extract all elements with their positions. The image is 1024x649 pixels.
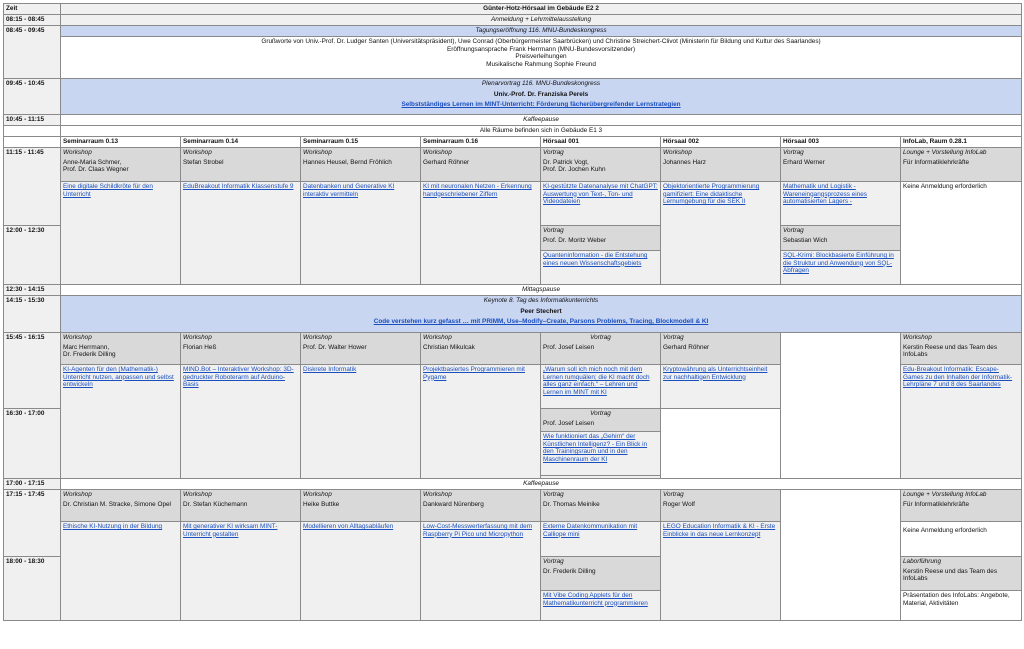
session-body <box>541 251 661 285</box>
session-body <box>421 182 541 285</box>
session-type: Workshop <box>63 491 92 498</box>
table-row <box>4 37 1022 79</box>
empty-cell <box>781 333 901 479</box>
session-body <box>61 365 181 479</box>
session-speaker: Roger Wolf <box>663 500 695 508</box>
session-speaker: Dr. Patrick Vogt, Prof. Dr. Jochen Kuhn <box>543 158 606 174</box>
room-header: InfoLab, Raum 0.28.1 <box>901 137 1022 148</box>
plenary-cell <box>61 79 1022 115</box>
plenary-title: Plenarvortrag 116. MNU-Bundeskongress <box>481 80 601 87</box>
session-link[interactable]: Externe Datenkommunikation mit Calliope mini <box>543 523 638 538</box>
session-type: Workshop <box>63 149 92 156</box>
room-header: Hörsaal 001 <box>541 137 661 148</box>
table-row <box>4 182 1022 226</box>
rooms-row <box>4 137 1022 148</box>
session-speaker: Kerstin Reese und das Team des InfoLabs <box>903 567 998 583</box>
session-link[interactable]: Mathematik und Logistik - Wareneingangsprozess eines automatisierten Lagers - <box>783 183 867 206</box>
session-link[interactable]: Mit generativer KI wirksam MINT-Unterricht gestalten <box>183 523 278 538</box>
session-body <box>901 365 1022 479</box>
session-head <box>301 333 421 365</box>
session-head <box>541 148 661 182</box>
session-link[interactable]: Quanteninformation - die Entstehung eines neuen Wissenschaftsgebiets <box>543 252 648 267</box>
time-cell: 17:00 - 17:15 <box>4 479 61 490</box>
session-speaker: Gerhard Röhner <box>423 158 470 166</box>
session-link[interactable]: KI-gestützte Datenanalyse mit ChatGPT: Auswertung von Text-, Ton- und Videodateien <box>543 183 658 206</box>
session-speaker: Kerstin Reese und das Team des InfoLabs <box>903 343 998 359</box>
empty-cell <box>4 126 61 137</box>
session-head <box>541 333 661 365</box>
session-speaker: Prof. Josef Leisen <box>543 419 595 427</box>
break-cell: Kaffeepause <box>61 479 1022 490</box>
session-body <box>541 432 661 476</box>
time-cell: 08:15 - 08:45 <box>4 15 61 26</box>
empty-cell <box>661 409 781 479</box>
session-link[interactable]: SQL-Krimi: Blockbasierte Einführung in die Struktur und Anwendung von SQL-Abfragen <box>783 252 894 275</box>
session-body <box>301 522 421 621</box>
room-header: Seminarraum 0.13 <box>61 137 181 148</box>
keynote-title: Keynote 8. Tag des Informatikunterrichts <box>483 297 599 304</box>
room-header: Hörsaal 002 <box>661 137 781 148</box>
session-link[interactable]: Mit Vibe Coding Applets für den Mathematikunterricht programmieren <box>543 592 648 607</box>
session-body <box>661 182 781 285</box>
session-type: Workshop <box>303 334 332 341</box>
session-link[interactable]: KI-Agenten für den (Mathematik-) Unterricht nutzen, anpassen und selbst entwickeln <box>63 366 174 389</box>
session-speaker: Hannes Heusel, Bernd Fröhlich <box>303 158 392 166</box>
session-link[interactable]: KI mit neuronalen Netzen - Erkennung handgeschriebener Ziffern <box>423 183 532 198</box>
keynote-link[interactable]: Code verstehen kurz gefasst … mit PRIMM, Use–Modify–Create, Parsons Problems, Tracing, Blockmodell & KI <box>373 318 709 326</box>
buildings-note: Alle Räume befinden sich in Gebäude E1 3 <box>61 126 1022 137</box>
session-type: Vortrag <box>590 334 611 341</box>
session-head <box>901 490 1022 522</box>
session-speaker: Dr. Stefan Küchemann <box>183 500 248 508</box>
time-cell: 10:45 - 11:15 <box>4 115 61 126</box>
session-body <box>61 522 181 621</box>
session-type: Vortrag <box>543 227 564 234</box>
session-head <box>301 490 421 522</box>
session-type: Workshop <box>663 149 692 156</box>
session-speaker: Für Informatiklehrkräfte <box>903 500 970 508</box>
session-type: Vortrag <box>783 227 804 234</box>
time-cell: 18:00 - 18:30 <box>4 557 61 621</box>
session-head <box>661 490 781 522</box>
table-row <box>4 479 1022 490</box>
plenary-speaker: Univ.-Prof. Dr. Franziska Perels <box>493 90 589 98</box>
session-link[interactable]: EduBreakout Informatik Klassenstufe 9 <box>183 183 294 190</box>
session-head <box>181 333 301 365</box>
session-speaker: Gerhard Röhner <box>663 343 710 351</box>
time-cell: 17:15 - 17:45 <box>4 490 61 557</box>
session-head <box>901 148 1022 182</box>
header-row <box>4 4 1022 15</box>
table-row <box>4 126 1022 137</box>
session-speaker: Florian Heß <box>183 343 217 351</box>
session-head <box>541 490 661 522</box>
keynote-cell <box>61 296 1022 333</box>
session-link[interactable]: „Warum soll ich mich noch mit dem Lernen rumquälen; die KI macht doch alles ganz einfach.“ – Lehren und Lernen im MINT mit KI <box>543 366 650 396</box>
session-head <box>901 557 1022 591</box>
session-speaker: Erhard Werner <box>783 158 825 166</box>
table-row <box>4 115 1022 126</box>
session-body <box>541 365 661 409</box>
empty-cell <box>781 490 901 621</box>
session-type: Laborführung <box>903 558 942 565</box>
session-head <box>61 333 181 365</box>
session-speaker: Christian Mikulcak <box>423 343 475 351</box>
session-type: Workshop <box>423 149 452 156</box>
session-type: Vortrag <box>590 410 611 417</box>
session-link[interactable]: Kryptowährung als Unterrichtseinheit zur nachhaltigen Entwicklung <box>663 366 768 381</box>
session-type: Vortrag <box>663 491 684 498</box>
session-link[interactable]: MIND.Bot – Interaktiver Workshop: 3D-gedruckter Roboterarm auf Arduino-Basis <box>183 366 294 389</box>
session-type: Vortrag <box>663 334 684 341</box>
session-body <box>181 365 301 479</box>
session-type: Workshop <box>183 149 212 156</box>
session-link[interactable]: Wie funktioniert das „Gehirn“ der Künstlichen Intelligenz? - Ein Blick in den Trainingsraum und in den Maschinenraum der KI <box>543 433 648 463</box>
session-link[interactable]: Datenbanken und Generative KI interaktiv vermitteln <box>303 183 395 198</box>
session-speaker: Dankward Nürenberg <box>423 500 484 508</box>
hall-header: Günter-Hotz-Hörsaal im Gebäude E2 2 <box>61 4 1022 15</box>
session-note: Präsentation des InfoLabs: Angebote, Material, Aktivitäten <box>901 591 1022 621</box>
session-link[interactable]: Objektorientierte Programmierung gamifiziert: Eine didaktische Lernumgebung für die SEK II <box>663 183 760 206</box>
session-note: Keine Anmeldung erforderlich <box>901 182 1022 285</box>
session-speaker: Marc Herrmann, Dr. Frederik Dilling <box>63 343 116 359</box>
session-type: Vortrag <box>543 491 564 498</box>
session-speaker: Stefan Strobel <box>183 158 224 166</box>
session-body <box>541 182 661 226</box>
opening-line: Grußworte von Univ.-Prof. Dr. Ludger Santen (Universitätspräsident), Uwe Conrad (Oberbürgermeister Saarbrücken) und Christine Streichert-Clivot (Ministerin für Bildung und Kultur des Saarlandes) <box>261 38 821 45</box>
session-head <box>181 148 301 182</box>
time-header: Zeit <box>4 4 61 15</box>
session-body <box>301 365 421 479</box>
schedule-table <box>3 3 1022 621</box>
session-speaker: Dr. Frederik Dilling <box>543 567 596 575</box>
time-cell: 15:45 - 16:15 <box>4 333 61 409</box>
time-cell: 12:30 - 14:15 <box>4 285 61 296</box>
session-body <box>661 522 781 621</box>
session-body <box>661 365 781 409</box>
opening-line: Preisverleihungen <box>515 53 567 61</box>
session-body <box>781 251 901 285</box>
session-speaker: Heike Buttke <box>303 500 340 508</box>
session-link[interactable]: Ethische KI-Nutzung in der Bildung <box>63 523 163 530</box>
table-row <box>4 490 1022 522</box>
session-head <box>301 148 421 182</box>
session-type: Vortrag <box>783 149 804 156</box>
session-link[interactable]: LEGO Education Informatik & KI - Erste Einblicke in das neue Lernkonzept <box>663 523 776 538</box>
session-note-text: Keine Anmeldung erforderlich <box>903 527 987 534</box>
session-speaker: Für Informatiklehrkräfte <box>903 158 970 166</box>
session-link[interactable]: Low-Cost-Messwerterfassung mit dem Raspberry Pi Pico und Micropython <box>423 523 533 538</box>
session-type: Workshop <box>183 491 212 498</box>
session-body <box>421 365 541 479</box>
table-row <box>4 26 1022 37</box>
session-body <box>781 182 901 226</box>
time-cell: 08:45 - 09:45 <box>4 26 61 79</box>
session-head <box>61 490 181 522</box>
session-speaker: Anne-Maria Schmer, Prof. Dr. Claas Wegner <box>63 158 129 174</box>
table-row <box>4 296 1022 333</box>
session-speaker: Prof. Josef Leisen <box>543 343 595 351</box>
session-speaker: Dr. Christian M. Stracke, Simone Opel <box>63 500 171 508</box>
time-cell: 14:15 - 15:30 <box>4 296 61 333</box>
session-head <box>541 409 661 432</box>
room-header: Seminarraum 0.16 <box>421 137 541 148</box>
session-head <box>541 226 661 251</box>
time-cell: 12:00 - 12:30 <box>4 226 61 285</box>
session-type: Lounge + Vorstellung InfoLab <box>903 491 987 498</box>
time-cell: 09:45 - 10:45 <box>4 79 61 115</box>
time-cell: 16:30 - 17:00 <box>4 409 61 479</box>
lunch-cell: Mittagspause <box>61 285 1022 296</box>
session-type: Vortrag <box>543 149 564 156</box>
session-type: Vortrag <box>543 558 564 565</box>
session-body <box>181 182 301 285</box>
table-row <box>4 15 1022 26</box>
session-head <box>661 148 781 182</box>
session-type: Workshop <box>423 334 452 341</box>
session-head <box>661 333 781 365</box>
break-cell: Kaffeepause <box>61 115 1022 126</box>
session-speaker: Prof. Dr. Walter Hower <box>303 343 367 351</box>
opening-line: Eröffnungsansprache Frank Herrmann (MNU-Bundesvorsitzender) <box>446 45 636 53</box>
session-link[interactable]: Eine digitale Schildkröte für den Unterricht <box>63 183 153 198</box>
opening-line: Musikalische Rahmung Sophie Freund <box>486 60 596 68</box>
session-type: Workshop <box>63 334 92 341</box>
registration-cell: Anmeldung + Lehrmittelausstellung <box>61 15 1022 26</box>
keynote-speaker: Peer Stechert <box>520 307 562 315</box>
session-type: Workshop <box>903 334 932 341</box>
session-link[interactable]: Edu-Breakout Informatik: Escape-Games zu den Inhalten der Informatik-Lehrpläne 7 und 8 des Saarlandes <box>903 366 1013 389</box>
room-header: Seminarraum 0.14 <box>181 137 301 148</box>
session-head <box>901 333 1022 365</box>
session-body <box>181 522 301 621</box>
session-speaker: Johannes Harz <box>663 158 706 166</box>
session-head <box>421 148 541 182</box>
time-cell: 11:15 - 11:45 <box>4 148 61 226</box>
session-head <box>181 490 301 522</box>
session-type: Workshop <box>303 491 332 498</box>
session-head <box>421 333 541 365</box>
table-row <box>4 148 1022 182</box>
session-speaker: Sebastian Wich <box>783 236 828 244</box>
session-link[interactable]: Diskrete Informatik <box>303 366 357 373</box>
session-type: Workshop <box>423 491 452 498</box>
session-body <box>301 182 421 285</box>
session-head <box>781 148 901 182</box>
session-head <box>61 148 181 182</box>
session-head <box>781 226 901 251</box>
table-row <box>4 285 1022 296</box>
session-link[interactable]: Modellieren von Alltagsabläufen <box>303 523 394 530</box>
session-type: Lounge + Vorstellung InfoLab <box>903 149 987 156</box>
session-type: Workshop <box>183 334 212 341</box>
opening-details <box>61 37 1022 79</box>
session-head <box>421 490 541 522</box>
table-row <box>4 79 1022 115</box>
room-header: Hörsaal 003 <box>781 137 901 148</box>
session-type: Workshop <box>303 149 332 156</box>
session-note <box>901 522 1022 557</box>
plenary-link[interactable]: Selbstständiges Lernen im MINT-Unterricht: Förderung fächerübergreifender Lernstrategien <box>401 101 681 109</box>
session-body <box>61 182 181 285</box>
session-speaker: Dr. Thomas Meinike <box>543 500 600 508</box>
empty-cell <box>4 137 61 148</box>
table-row <box>4 333 1022 365</box>
opening-title: Tagungseröffnung 116. MNU-Bundeskongress <box>61 26 1022 37</box>
session-speaker: Prof. Dr. Moritz Weber <box>543 236 607 244</box>
session-body <box>541 591 661 621</box>
session-link[interactable]: Projektbasiertes Programmieren mit Pygame <box>423 366 525 381</box>
session-body <box>541 522 661 557</box>
session-body <box>421 522 541 621</box>
room-header: Seminarraum 0.15 <box>301 137 421 148</box>
session-head <box>541 557 661 591</box>
